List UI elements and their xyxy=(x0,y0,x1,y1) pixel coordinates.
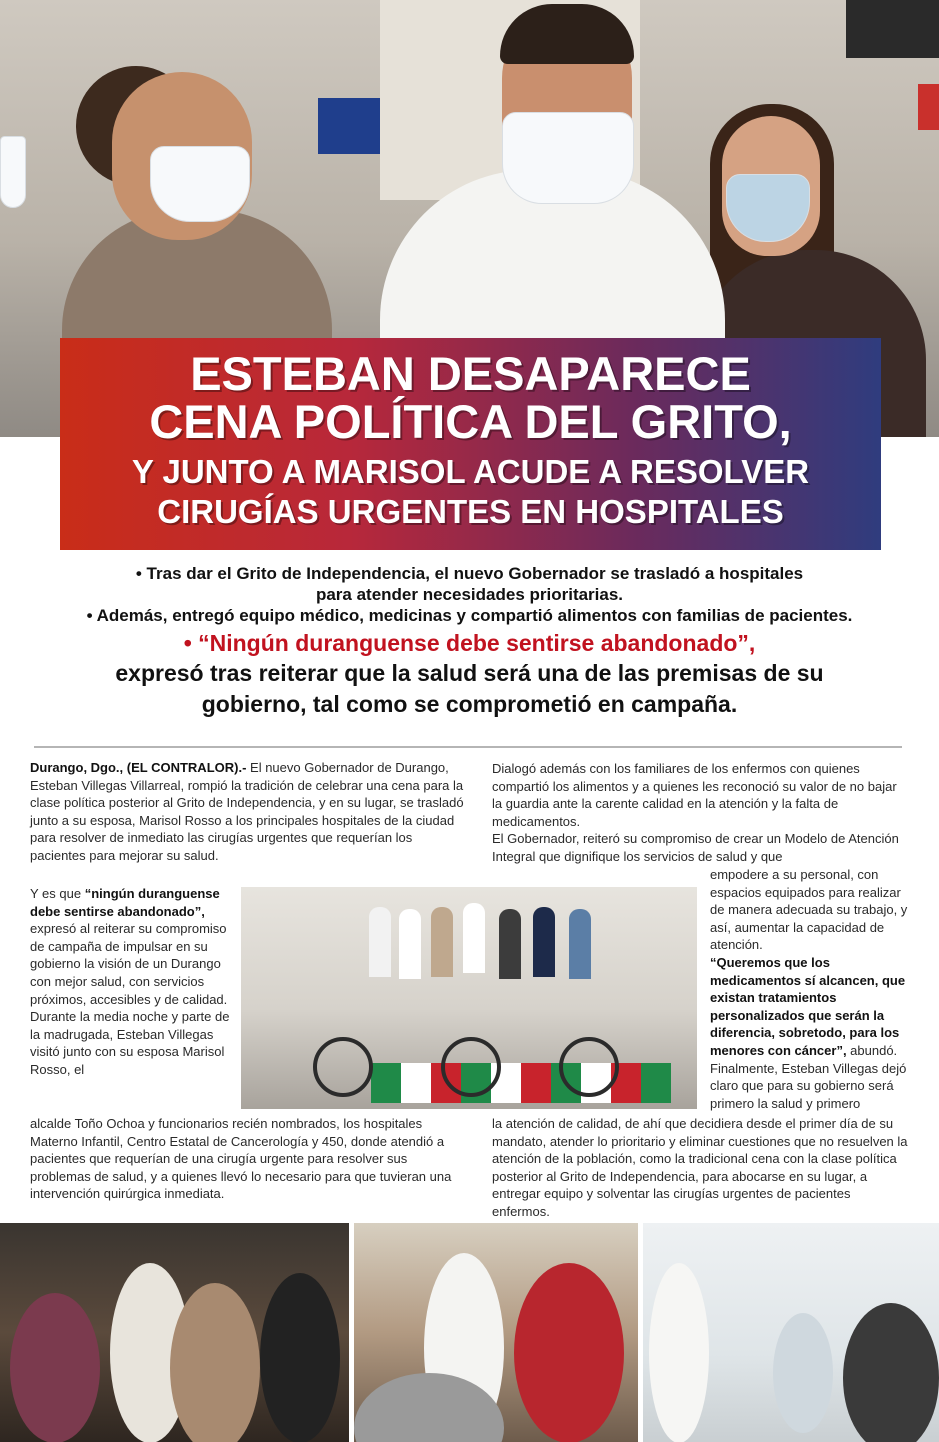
paragraph-text: Dialogó además con los familiares de los enfermos con quienes compartió los alimentos y a quienes les reconoció su valor de no bajar la guardia ante la carente calidad en la atención y la falta de medicamentos. xyxy=(492,761,897,829)
headline-line-1: ESTEBAN DESAPARECE xyxy=(190,347,751,400)
paragraph-text: empodere a su personal, con espacios equipados para realizar de manera adecuada su trabajo, y así, aumentar la capacidad de atención. xyxy=(710,867,908,953)
official-figure xyxy=(369,907,391,977)
official-figure xyxy=(569,909,591,979)
paragraph-text: Finalmente, Esteban Villegas dejó claro que para su gobierno será primero la salud y primero xyxy=(710,1060,907,1111)
person xyxy=(260,1273,340,1442)
person xyxy=(10,1293,100,1442)
equipment-photo xyxy=(241,887,697,1109)
paragraph-text: Y es que xyxy=(30,886,85,901)
summary-bullets xyxy=(30,563,909,720)
official-figure xyxy=(431,907,453,977)
body-paragraph-3 xyxy=(30,1115,466,1203)
person xyxy=(170,1283,260,1442)
bullet-4-line-2: gobierno, tal como se comprometió en campaña. xyxy=(201,691,738,717)
face-mask xyxy=(150,146,250,222)
wheelchair xyxy=(559,1037,619,1097)
face-mask xyxy=(502,112,634,204)
paragraph-text: abundó. xyxy=(846,1042,898,1058)
bullet-1-line-2: para atender necesidades prioritarias. xyxy=(315,585,624,604)
face-mask xyxy=(0,136,26,208)
headline-line-2: CENA POLÍTICA DEL GRITO, xyxy=(149,395,792,448)
person xyxy=(843,1303,939,1442)
paragraph-text: El nuevo Gobernador de Durango, Esteban Villegas Villarreal, rompió la tradición de celebrar una cena para la clase política posterior al Grito de Independencia, y en su lugar, se trasladó junto a su esposa, Marisol Rosso a los principales hospitales de la ciudad para resolver de inmediato las cirugías urgentes que requerían los pacientes para mejorar su salud. xyxy=(30,760,464,863)
headline-banner xyxy=(60,338,881,550)
food-sharing-photo xyxy=(0,1223,349,1442)
bullet-1-line-1: • Tras dar el Grito de Independencia, el nuevo Gobernador se trasladó a hospitales xyxy=(135,564,804,583)
body-paragraph-1 xyxy=(30,759,466,865)
body-paragraph-2 xyxy=(30,885,234,1079)
paragraph-text: la atención de calidad, de ahí que decidiera desde el primer día de su mandato, atender lo prioritario y eliminar cuestiones que no resuelven la atención de la población, como la tradicional cena con la clase política posterior al Grito de Independencia, para abocarse en su lugar, a entregar equipo y solventar las cirugías urgentes de pacientes enfermos. xyxy=(492,1116,908,1219)
headline-line-3: Y JUNTO A MARISOL ACUDE A RESOLVER xyxy=(131,453,810,490)
bullet-quote: • “Ningún duranguense debe sentirse abandonado”, xyxy=(183,630,756,656)
body-paragraph-5 xyxy=(710,866,908,1112)
official-figure xyxy=(499,909,521,979)
official-figure xyxy=(463,903,485,973)
person xyxy=(514,1263,624,1442)
official-figure xyxy=(533,907,555,977)
hospital-sign xyxy=(318,98,380,154)
wheelchair xyxy=(441,1037,501,1097)
wheelchair xyxy=(313,1037,373,1097)
pull-quote: “Queremos que los medicamentos sí alcancen, que existan tratamientos personalizados que serán la diferencia, sobretodo, para los menores con cáncer”, xyxy=(710,954,906,1058)
wall-notice xyxy=(918,84,939,130)
food-serving-photo xyxy=(354,1223,638,1442)
headline-line-4: CIRUGÍAS URGENTES EN HOSPITALES xyxy=(157,493,784,530)
person xyxy=(773,1313,833,1433)
paragraph-text: Durante la media noche y parte de la madrugada, Esteban Villegas visitó junto con su esposa Marisol Rosso, el xyxy=(30,1009,230,1077)
body-paragraph-6 xyxy=(492,1115,908,1221)
person xyxy=(649,1263,709,1442)
table-cloth xyxy=(371,1063,671,1103)
body-paragraph-4 xyxy=(492,760,908,866)
pull-quote: “ningún duranguense debe sentirse abandonado”, xyxy=(30,886,220,919)
divider xyxy=(34,746,902,748)
dateline: Durango, Dgo., (EL CONTRALOR).- xyxy=(30,760,247,775)
official-figure xyxy=(399,909,421,979)
hospital-visit-photo xyxy=(643,1223,939,1442)
paragraph-text: expresó al reiterar su compromiso de campaña de impulsar en su gobierno la visión de un Durango con mejor salud, con servicios próximos, accesibles y de calidad. xyxy=(30,921,228,1007)
wall-monitor xyxy=(846,0,939,58)
paragraph-text: alcalde Toño Ochoa y funcionarios recién nombrados, los hospitales Materno Infantil, Centro Estatal de Cancerología y 450, donde atendió a pacientes que requerían de una cirugía urgente para resolver sus problemas de salud, y a quienes llevó lo necesario para que tuvieran una intervención quirúrgica inmediata. xyxy=(30,1116,452,1202)
paragraph-text: El Gobernador, reiteró su compromiso de crear un Modelo de Atención Integral que dignifique los servicios de salud y que xyxy=(492,831,899,864)
bullet-2: • Además, entregó equipo médico, medicinas y compartió alimentos con familias de pacientes. xyxy=(86,606,853,625)
bullet-4-line-1: expresó tras reiterar que la salud será una de las premisas de su xyxy=(115,660,824,686)
